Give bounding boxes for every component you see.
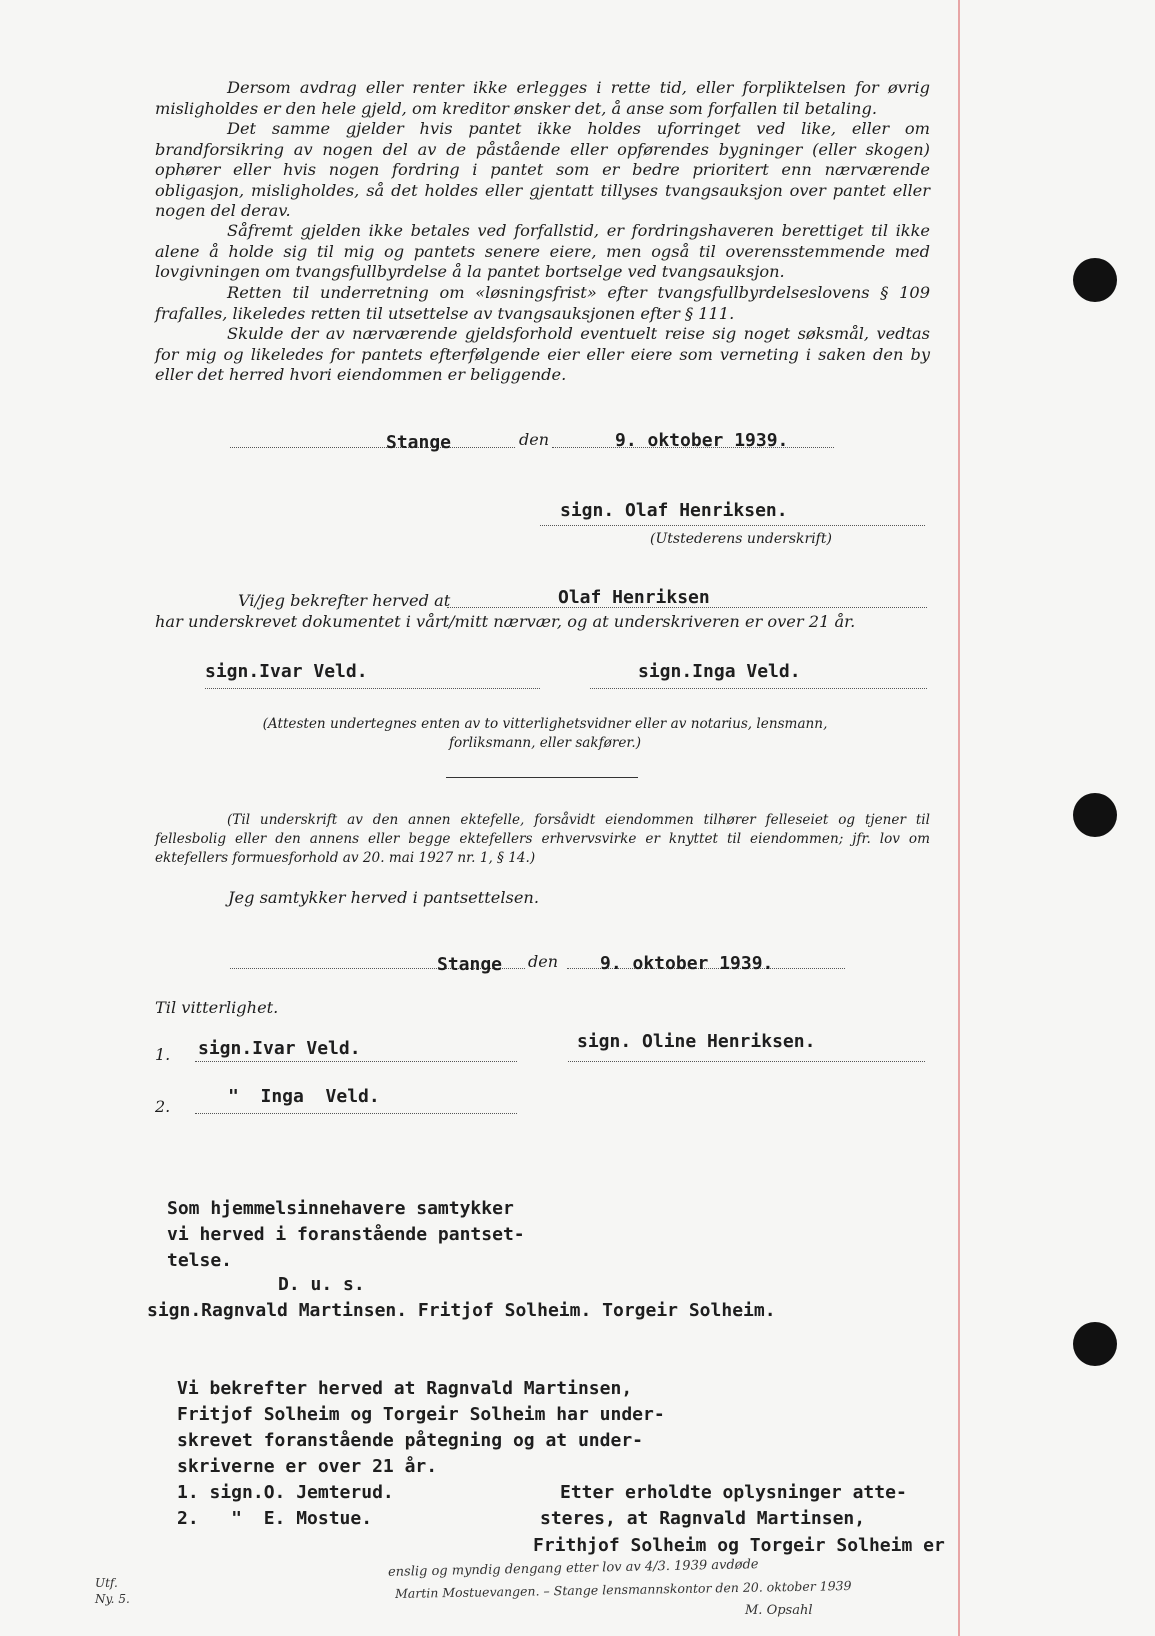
spouse-note: (Til underskrift av den annen ektefelle, forsåvidt eiendommen tilhører felleseiet og tjener til fellesbolig eller den annens eller begge ektefellers erhvervsvirke er knyttet til eiendommen; jfr. lov om ektefellers formuesforhold av 20. mai 1927 nr. 1, § 14.)	[155, 812, 930, 866]
til-vitterlighet-label: Til vitterlighet.	[155, 998, 279, 1017]
witness-number-1: 1.	[155, 1045, 171, 1064]
witness-2-signature: sign.Inga Veld.	[638, 661, 801, 682]
notary-signature-line	[446, 777, 638, 778]
hjemmel-signatures: sign.Ragnvald Martinsen. Fritjof Solheim. Torgeir Solheim.	[147, 1300, 776, 1321]
consent-witness-2: " Inga Veld.	[228, 1086, 380, 1107]
consent-den-label: den	[528, 952, 559, 971]
consent-place: Stange	[437, 954, 503, 975]
punch-hole-top	[1073, 258, 1117, 302]
den-label: den	[519, 430, 550, 449]
margin-rule	[958, 0, 960, 1636]
confirmation-line-3: skrevet foranstående påtegning og at under-	[177, 1430, 643, 1451]
attest-line-1: Etter erholdte oplysninger atte-	[560, 1482, 907, 1503]
signature-dotted-line	[540, 525, 925, 526]
hjemmel-line-1: Som hjemmelsinnehavere samtykker	[167, 1198, 514, 1219]
clause-2: Det samme gjelder hvis pantet ikke holdes uforringet ved like, eller om brandforsikring av nogen del av de påstående eller opførendes bygninger (eller skogen) ophører eller hvis nogen fordring i pantet som er bedre prioritert enn nærværende obligasjon, misligholdes, så det holdes eller gjentatt tillyses tvangsauksjon over pantet eller nogen del derav.	[155, 119, 930, 220]
witness-statement-line2: har underskrevet dokumentet i vårt/mitt nærvær, og at underskriveren er over 21 år.	[155, 612, 856, 631]
consent-statement: Jeg samtykker herved i pantsettelsen.	[228, 888, 539, 907]
handwritten-line-2: Martin Mostuevangen. – Stange lensmannskontor den 20. oktober 1939	[394, 1578, 852, 1601]
hjemmel-consent-text	[167, 1196, 525, 1274]
attestation-note: (Attesten undertegnes enten av to vitterlighetsvidner eller av notarius, lensmann, forliksmann, eller sakfører.)	[262, 716, 828, 751]
confirmation-text	[177, 1376, 665, 1480]
clause-5: Skulde der av nærværende gjeldsforhold eventuelt reise sig noget søksmål, vedtas for mig og likeledes for pantets efterfølgende eier eller eiere som verneting i saken den by eller det herred hvori eiendommen er beliggende.	[155, 324, 930, 384]
witness-number-2: 2.	[155, 1097, 171, 1116]
confirmation-line-2: Fritjof Solheim og Torgeir Solheim har under-	[177, 1404, 665, 1425]
hjemmel-line-3: telse.	[167, 1250, 233, 1271]
issuer-signature-caption: (Utstederens underskrift)	[650, 531, 832, 547]
attest-line-2: steres, at Ragnvald Martinsen,	[540, 1508, 866, 1529]
confirmation-witness-2: 2. " E. Mostue.	[177, 1508, 373, 1529]
handwritten-signature: M. Opsahl	[745, 1603, 813, 1618]
issuer-signature: sign. Olaf Henriksen.	[560, 500, 788, 521]
spouse-signature: sign. Oline Henriksen.	[577, 1031, 816, 1052]
signing-place: Stange	[386, 432, 452, 453]
attest-line-3: Frithjof Solheim og Torgeir Solheim er	[533, 1535, 945, 1556]
hjemmel-line-2: vi herved i foranstående pantset-	[167, 1224, 525, 1245]
clause-3: Såfremt gjelden ikke betales ved forfallstid, er fordringshaveren berettiget til ikke alene å holde sig til mig og pantets senere eiere, men også til overensstemmende med lovgivningen om tvangsfullbyrdelse å la pantet bortselge ved tvangsauksjon.	[155, 221, 930, 281]
spouse-signature-dotted-line	[568, 1061, 925, 1062]
witnessed-name: Olaf Henriksen	[558, 587, 710, 608]
consent-witness-1: sign.Ivar Veld.	[198, 1038, 361, 1059]
confirmation-witness-1: 1. sign.O. Jemterud.	[177, 1482, 394, 1503]
witness-statement-prefix: Vi/jeg bekrefter herved at	[238, 591, 451, 610]
handwritten-line-1: enslig og myndig dengang etter lov av 4/3. 1939 avdøde	[387, 1557, 759, 1580]
punch-hole-bottom	[1073, 1322, 1117, 1366]
consent-date: 9. oktober 1939.	[600, 953, 774, 974]
confirmation-line-4: skriverne er over 21 år.	[177, 1456, 438, 1477]
clause-1: Dersom avdrag eller renter ikke erlegges i rette tid, eller forpliktelsen for øvrig misligholdes er den hele gjeld, om kreditor ønsker det, å anse som forfallen til betaling.	[155, 78, 930, 118]
place-dotted-line	[230, 447, 515, 448]
dus-abbreviation: D. u. s.	[278, 1274, 365, 1295]
witness-1-dotted-line	[205, 688, 540, 689]
witness-2-dotted-line	[590, 688, 927, 689]
clause-4: Retten til underretning om «løsningsfrist» efter tvangsfullbyrdelseslovens § 109 frafalles, likeledes retten til utsettelse av tvangsauksjonen efter § 111.	[155, 283, 930, 323]
consent-witness-1-dotted-line	[195, 1061, 517, 1062]
punch-hole-middle	[1073, 793, 1117, 837]
signing-date: 9. oktober 1939.	[615, 430, 789, 451]
consent-witness-2-dotted-line	[195, 1113, 517, 1114]
confirmation-line-1: Vi bekrefter herved at Ragnvald Martinsen,	[177, 1378, 633, 1399]
handwritten-margin-note: Utf. Ny. 5.	[95, 1576, 130, 1606]
witness-1-signature: sign.Ivar Veld.	[205, 661, 368, 682]
